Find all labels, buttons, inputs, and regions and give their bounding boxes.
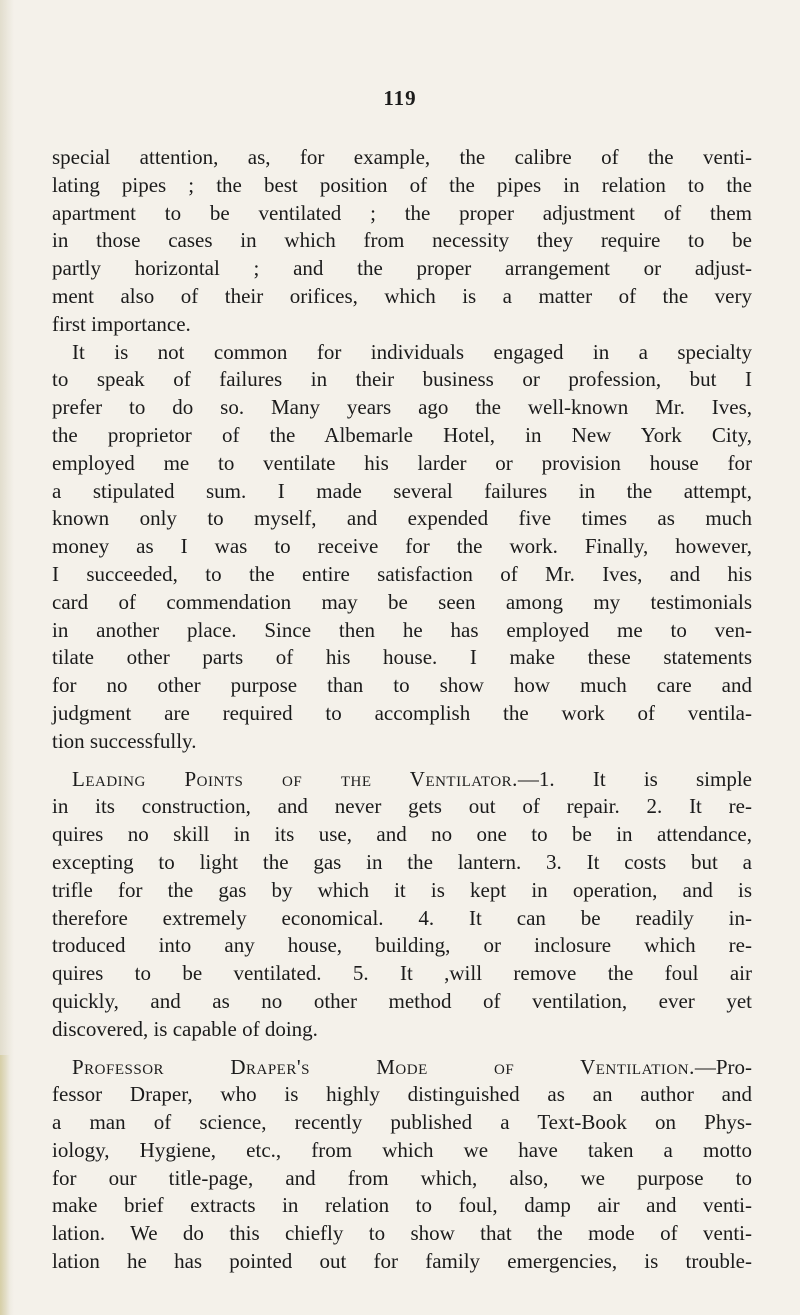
text-line: partly horizontal ; and the proper arrangement or adjust- bbox=[52, 256, 752, 281]
text-line: therefore extremely economical. 4. It can be readily in- bbox=[52, 905, 752, 930]
text-line: first importance. bbox=[52, 311, 191, 336]
text-line: It is not common for individuals engaged in a specialty bbox=[72, 339, 752, 364]
text-line: in another place. Since then he has employed me to ven- bbox=[52, 617, 752, 642]
section-heading: Professor Draper's Mode of Ventilation. bbox=[72, 1054, 695, 1079]
text-line bbox=[52, 1054, 752, 1082]
text-line: fessor Draper, who is highly distinguished as an author and bbox=[52, 1082, 752, 1107]
text-line: trifle for the gas by which it is kept in operation, and is bbox=[52, 877, 752, 902]
paragraph bbox=[52, 766, 752, 1044]
text-line: for our title-page, and from which, also, we purpose to bbox=[52, 1165, 752, 1190]
text-line: apartment to be ventilated ; the proper adjustment of them bbox=[52, 200, 752, 225]
text-line: lating pipes ; the best position of the pipes in relation to the bbox=[52, 172, 752, 197]
text-line: card of commendation may be seen among my testimonials bbox=[52, 589, 752, 614]
text-line bbox=[52, 766, 752, 794]
text-line: lation he has pointed out for family emergencies, is trouble- bbox=[52, 1249, 752, 1274]
text-line: lation. We do this chiefly to show that the mode of venti- bbox=[52, 1221, 752, 1246]
text-line: in those cases in which from necessity they require to be bbox=[52, 228, 752, 253]
text-line: money as I was to receive for the work. Finally, however, bbox=[52, 534, 752, 559]
page-number: 119 bbox=[383, 86, 417, 110]
text-line: employed me to ventilate his larder or provision house for bbox=[52, 450, 752, 475]
text-line: for no other purpose than to show how much care and bbox=[52, 673, 752, 698]
text-line: a stipulated sum. I made several failures in the attempt, bbox=[52, 478, 752, 503]
text-line: ment also of their orifices, which is a matter of the very bbox=[52, 283, 752, 308]
paragraph bbox=[52, 144, 752, 339]
text-line: quires to be ventilated. 5. It ,will remove the foul air bbox=[52, 961, 752, 986]
section-heading: Leading Points of the Ventilator. bbox=[72, 766, 518, 791]
text-line: a man of science, recently published a Text-Book on Phys- bbox=[52, 1110, 752, 1135]
text-line: excepting to light the gas in the lantern. 3. It costs but a bbox=[52, 849, 752, 874]
text-line: tion successfully. bbox=[52, 728, 197, 753]
text-line: tilate other parts of his house. I make these statements bbox=[52, 645, 752, 670]
text-line: special attention, as, for example, the calibre of the venti- bbox=[52, 145, 752, 169]
heading-continuation: —1. It is simple bbox=[517, 766, 752, 791]
text-line: quires no skill in its use, and no one to be in attendance, bbox=[52, 822, 752, 847]
text-line: judgment are required to accomplish the work of ventila- bbox=[52, 700, 752, 725]
text-line: make brief extracts in relation to foul, damp air and venti- bbox=[52, 1193, 752, 1218]
text-line: iology, Hygiene, etc., from which we have taken a motto bbox=[52, 1137, 752, 1162]
text-line: to speak of failures in their business or profession, but I bbox=[52, 367, 752, 392]
page-binding-edge bbox=[0, 1055, 10, 1315]
text-line: quickly, and as no other method of ventilation, ever yet bbox=[52, 988, 752, 1013]
text-line: known only to myself, and expended five times as much bbox=[52, 506, 752, 531]
text-line: prefer to do so. Many years ago the well-known Mr. Ives, bbox=[52, 395, 752, 420]
body-text bbox=[52, 144, 752, 1276]
text-line: discovered, is capable of doing. bbox=[52, 1016, 318, 1041]
paragraph bbox=[52, 339, 752, 756]
heading-continuation: —Pro- bbox=[694, 1054, 752, 1079]
text-line: in its construction, and never gets out of repair. 2. It re- bbox=[52, 794, 752, 819]
text-line: the proprietor of the Albemarle Hotel, in New York City, bbox=[52, 422, 752, 447]
text-line: I succeeded, to the entire satisfaction of Mr. Ives, and his bbox=[52, 561, 752, 586]
text-line: troduced into any house, building, or inclosure which re- bbox=[52, 933, 752, 958]
paragraph bbox=[52, 1054, 752, 1276]
